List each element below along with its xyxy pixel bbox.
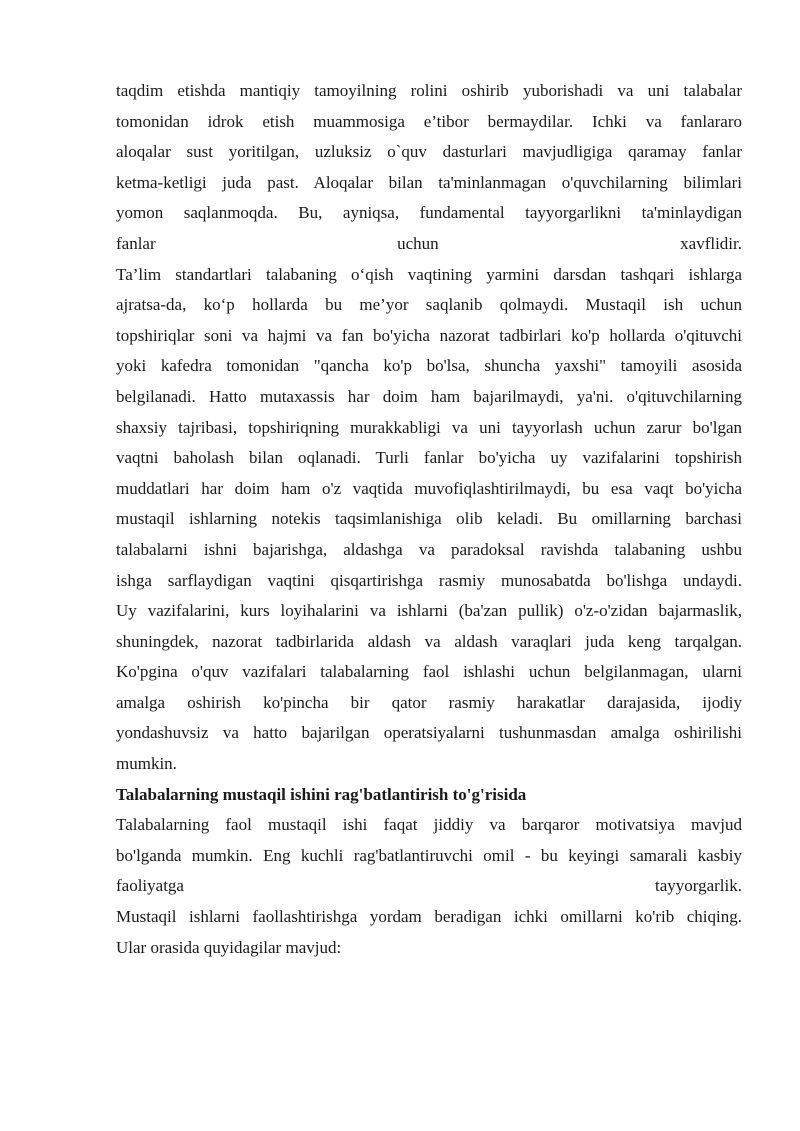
text-line: ketma-ketligi juda past. Aloqalar bilan ta'minlanmagan o'quvchilarning bilimlari — [116, 172, 742, 192]
text-line: aloqalar sust yoritilgan, uzluksiz o`quv dasturlari mavjudligiga qaramay fanlar — [116, 142, 742, 162]
text-line: shuningdek, nazorat tadbirlarida aldash va aldash varaqlari juda keng tarqalgan. — [116, 631, 742, 651]
text-line: vaqtni baholash bilan oqlanadi. Turli fanlar bo'yicha uy vazifalarini topshirish — [116, 448, 742, 468]
section-heading: Talabalarning mustaqil ishini rag'batlantirish to'g'risida — [116, 784, 527, 804]
text-line: ishga sarflaydigan vaqtini qisqartirishga rasmiy munosabatda bo'lishga undaydi. — [116, 570, 742, 590]
text-line: fanlar uchun xavflidir. — [116, 233, 742, 253]
document-page — [116, 76, 742, 963]
text-line: Ko'pgina o'quv vazifalari talabalarning faol ishlashi uchun belgilanmagan, ularni — [116, 662, 742, 682]
text-line: faoliyatga tayyorgarlik. — [116, 876, 742, 896]
text-line: Mustaqil ishlarni faollashtirishga yordam beradigan ichki omillarni ko'rib chiqing. — [116, 907, 742, 927]
text-line: taqdim etishda mantiqiy tamoyilning rolini oshirib yuborishadi va uni talabalar — [116, 81, 742, 100]
text-line: yoki kafedra tomonidan "qancha ko'p bo'lsa, shuncha yaxshi" tamoyili asosida — [116, 356, 742, 376]
text-line: Ta’lim standartlari talabaning o‘qish vaqtining yarmini darsdan tashqari ishlarga — [116, 264, 742, 284]
text-line: mumkin. — [116, 754, 177, 774]
text-line: Uy vazifalarini, kurs loyihalarini va ishlarni (ba'zan pullik) o'z-o'zidan bajarmaslik, — [116, 601, 742, 621]
text-line: ajratsa-da, ko‘p hollarda bu me’yor saqlanib qolmaydi. Mustaqil ish uchun — [116, 295, 742, 315]
text-line: bo'lganda mumkin. Eng kuchli rag'batlantiruvchi omil - bu keyingi samarali kasbiy — [116, 845, 742, 865]
text-line: yondashuvsiz va hatto bajarilgan operatsiyalarni tushunmasdan amalga oshirilishi — [116, 723, 742, 743]
text-line: Ular orasida quyidagilar mavjud: — [116, 937, 342, 957]
text-line: belgilanadi. Hatto mutaxassis har doim ham bajarilmaydi, ya'ni. o'qituvchilarning — [116, 386, 742, 406]
text-line: shaxsiy tajribasi, topshiriqning murakkabligi va uni tayyorlash uchun zarur bo'lgan — [116, 417, 742, 437]
text-line: tomonidan idrok etish muammosiga e’tibor bermaydilar. Ichki va fanlararo — [116, 111, 742, 131]
text-line: mustaqil ishlarning notekis taqsimlanishiga olib keladi. Bu omillarning barchasi — [116, 509, 742, 529]
text-line: Talabalarning faol mustaqil ishi faqat jiddiy va barqaror motivatsiya mavjud — [116, 815, 742, 835]
text-line: topshiriqlar soni va hajmi va fan bo'yicha nazorat tadbirlari ko'p hollarda o'qituvchi — [116, 325, 742, 345]
text-line: yomon saqlanmoqda. Bu, ayniqsa, fundamental tayyorgarlikni ta'minlaydigan — [116, 203, 742, 223]
text-line: muddatlari har doim ham o'z vaqtida muvofiqlashtirilmaydi, bu esa vaqt bo'yicha — [116, 478, 742, 498]
text-line: talabalarni ishni bajarishga, aldashga va paradoksal ravishda talabaning ushbu — [116, 539, 742, 559]
text-line: amalga oshirish ko'pincha bir qator rasmiy harakatlar darajasida, ijodiy — [116, 692, 742, 712]
